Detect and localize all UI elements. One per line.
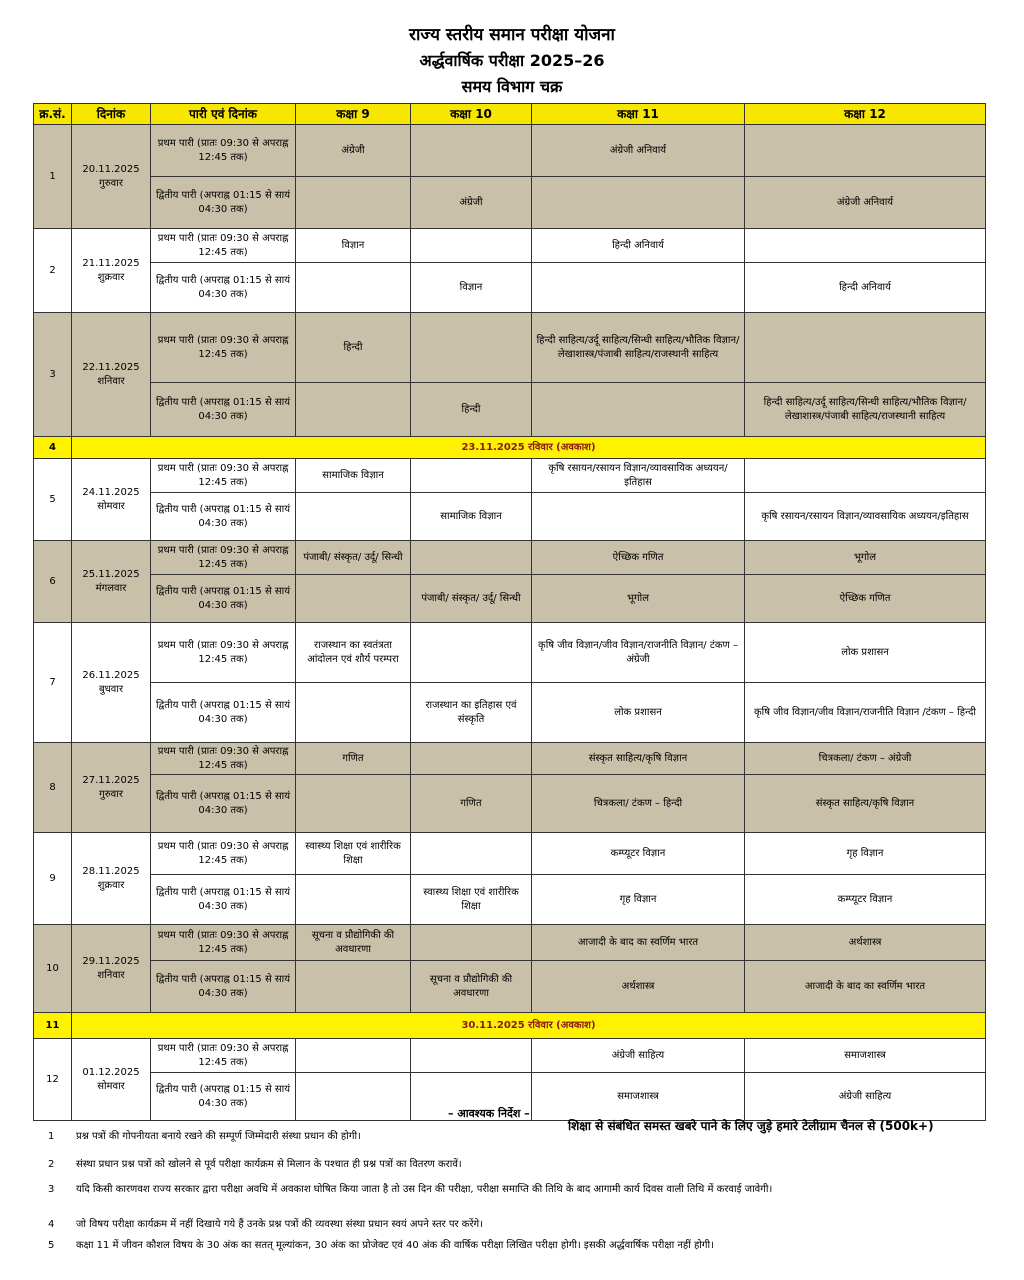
subject-cell: कृषि जीव विज्ञान/जीव विज्ञान/राजनीति विज्ञान /टंकण – हिन्दी [745,683,986,743]
first-shift-label: प्रथम पारी (प्रातः 09:30 से अपराह्न 12:45 तक) [151,459,296,493]
first-shift-label: प्रथम पारी (प्रातः 09:30 से अपराह्न 12:45 तक) [151,1039,296,1073]
subject-cell [296,1073,411,1121]
subject-cell [411,125,532,177]
second-shift-label: द्वितीय पारी (अपराह्न 01:15 से सायं 04:30 तक) [151,775,296,833]
table-row [34,875,986,925]
subject-cell: अंग्रेजी साहित्य [745,1073,986,1121]
subject-cell [296,875,411,925]
exam-day: सोमवार [97,500,125,512]
first-shift-label: प्रथम पारी (प्रातः 09:30 से अपराह्न 12:45 तक) [151,313,296,383]
serial-number: 1 [34,125,72,229]
exam-date: 26.11.2025 [82,669,140,681]
first-shift-label: प्रथम पारी (प्रातः 09:30 से अपराह्न 12:45 तक) [151,541,296,575]
subject-cell: कृषि रसायन/रसायन विज्ञान/व्यावसायिक अध्ययन/इतिहास [745,493,986,541]
subject-cell [296,493,411,541]
subject-cell [411,1039,532,1073]
table-row [34,313,986,383]
subject-cell: अंग्रेजी [296,125,411,177]
subject-cell: गणित [296,743,411,775]
second-shift-label: द्वितीय पारी (अपराह्न 01:15 से सायं 04:30 तक) [151,575,296,623]
table-row [34,1039,986,1073]
subject-cell: संस्कृत साहित्य/कृषि विज्ञान [532,743,745,775]
holiday-row [34,1013,986,1039]
scheme-title: राज्य स्तरीय समान परीक्षा योजना [409,25,615,45]
date-cell [72,313,151,437]
subject-cell: हिन्दी साहित्य/उर्दू साहित्य/सिन्धी साहित्य/भौतिक विज्ञान/लेखाशास्त्र/पंजाबी साहित्य/राजस्थानी साहित्य [745,383,986,437]
subject-cell [745,313,986,383]
serial-number: 6 [34,541,72,623]
subject-cell: स्वास्थ्य शिक्षा एवं शारीरिक शिक्षा [296,833,411,875]
subject-cell: भूगोल [745,541,986,575]
notes-title: – आवश्यक निर्देश – [448,1107,530,1120]
subject-cell [532,493,745,541]
subject-cell: ऐच्छिक गणित [532,541,745,575]
subject-cell [296,683,411,743]
date-cell [72,459,151,541]
subject-cell [411,459,532,493]
subject-cell: अंग्रेजी अनिवार्य [532,125,745,177]
exam-day: शनिवार [97,375,125,387]
second-shift-label: द्वितीय पारी (अपराह्न 01:15 से सायं 04:30 तक) [151,1073,296,1121]
table-row [34,541,986,575]
first-shift-label: प्रथम पारी (प्रातः 09:30 से अपराह्न 12:45 तक) [151,623,296,683]
subject-cell [296,263,411,313]
subject-cell [296,177,411,229]
serial-number: 11 [34,1013,72,1039]
subject-cell: गृह विज्ञान [532,875,745,925]
subject-cell: समाजशास्त्र [532,1073,745,1121]
note-item: 1 प्रश्न पत्रों की गोपनीयता बनाये रखने की सम्पूर्ण जिम्मेदारी संस्था प्रधान की होगी। [48,1131,361,1142]
table-row [34,229,986,263]
exam-date: 24.11.2025 [82,486,140,498]
timetable-title: समय विभाग चक्र [461,77,563,96]
subject-cell [411,925,532,961]
exam-date: 01.12.2025 [82,1066,140,1078]
date-cell [72,1039,151,1121]
exam-date: 25.11.2025 [82,568,140,580]
holiday-label: 23.11.2025 रविवार (अवकाश) [72,437,986,459]
subject-cell [745,229,986,263]
subject-cell [296,961,411,1013]
first-shift-label: प्रथम पारी (प्रातः 09:30 से अपराह्न 12:45 तक) [151,229,296,263]
document-header [0,22,1024,100]
date-cell [72,229,151,313]
serial-number: 10 [34,925,72,1013]
exam-date: 29.11.2025 [82,955,140,967]
subject-cell: अंग्रेजी अनिवार्य [745,177,986,229]
subject-cell [532,263,745,313]
subject-cell: अंग्रेजी साहित्य [532,1039,745,1073]
subject-cell [411,623,532,683]
date-cell [72,743,151,833]
serial-number: 12 [34,1039,72,1121]
subject-cell [745,459,986,493]
second-shift-label: द्वितीय पारी (अपराह्न 01:15 से सायं 04:30 तक) [151,875,296,925]
subject-cell [296,1039,411,1073]
subject-cell [411,229,532,263]
first-shift-label: प्रथम पारी (प्रातः 09:30 से अपराह्न 12:45 तक) [151,833,296,875]
subject-cell: आजादी के बाद का स्वर्णिम भारत [745,961,986,1013]
subject-cell: कृषि रसायन/रसायन विज्ञान/व्यावसायिक अध्ययन/इतिहास [532,459,745,493]
exam-day: सोमवार [97,1080,125,1092]
subject-cell: कृषि जीव विज्ञान/जीव विज्ञान/राजनीति विज्ञान/ टंकण – अंग्रेजी [532,623,745,683]
second-shift-label: द्वितीय पारी (अपराह्न 01:15 से सायं 04:30 तक) [151,177,296,229]
second-shift-label: द्वितीय पारी (अपराह्न 01:15 से सायं 04:30 तक) [151,961,296,1013]
exam-day: शुक्रवार [97,271,125,283]
telegram-banner: शिक्षा से संबंधित समस्त खबरे पाने के लिए जुड़े हमारे टेलीग्राम चैनल से (500k+) [568,1119,934,1133]
second-shift-label: द्वितीय पारी (अपराह्न 01:15 से सायं 04:30 तक) [151,383,296,437]
exam-day: गुरुवार [99,788,123,800]
serial-number: 3 [34,313,72,437]
timetable [33,103,986,1121]
subject-cell: राजस्थान का स्वतंत्रता आंदोलन एवं शौर्य परम्परा [296,623,411,683]
subject-cell [411,541,532,575]
note-item: 3 यदि किसी कारणवश राज्य सरकार द्वारा परीक्षा अवधि में अवकाश घोषित किया जाता है तो उस दिन की परीक्षा, परीक्षा समाप्ति की तिथि के बाद आगामी कार्य दिवस वाली तिथि में करवाई जावेगी। [48,1184,773,1195]
col-class12: कक्षा 12 [745,104,986,125]
subject-cell: लोक प्रशासन [532,683,745,743]
table-row [34,623,986,683]
first-shift-label: प्रथम पारी (प्रातः 09:30 से अपराह्न 12:45 तक) [151,125,296,177]
exam-day: मंगलवार [95,582,127,594]
note-item: 2 संस्था प्रधान प्रश्न पत्रों को खोलने से पूर्व परीक्षा कार्यक्रम से मिलान के पश्चात ही प्रश्न पत्रों का वितरण करावें। [48,1159,462,1170]
table-row [34,683,986,743]
subject-cell: गणित [411,775,532,833]
subject-cell: लोक प्रशासन [745,623,986,683]
date-cell [72,125,151,229]
table-row [34,383,986,437]
subject-cell: चित्रकला/ टंकण – अंग्रेजी [745,743,986,775]
subject-cell: सामाजिक विज्ञान [296,459,411,493]
serial-number: 2 [34,229,72,313]
exam-day: शुक्रवार [97,879,125,891]
exam-date: 28.11.2025 [82,865,140,877]
col-sn: क्र.सं. [34,104,72,125]
subject-cell: चित्रकला/ टंकण – हिन्दी [532,775,745,833]
holiday-label: 30.11.2025 रविवार (अवकाश) [72,1013,986,1039]
col-class11: कक्षा 11 [532,104,745,125]
subject-cell: हिन्दी साहित्य/उर्दू साहित्य/सिन्धी साहित्य/भौतिक विज्ञान/लेखाशास्त्र/पंजाबी साहित्य/राजस्थानी साहित्य [532,313,745,383]
subject-cell: संस्कृत साहित्य/कृषि विज्ञान [745,775,986,833]
table-row [34,263,986,313]
table-row [34,125,986,177]
exam-day: शनिवार [97,969,125,981]
subject-cell: स्वास्थ्य शिक्षा एवं शारीरिक शिक्षा [411,875,532,925]
serial-number: 7 [34,623,72,743]
exam-date: 20.11.2025 [82,163,140,175]
subject-cell: कम्प्यूटर विज्ञान [745,875,986,925]
subject-cell: हिन्दी [296,313,411,383]
exam-day: बुधवार [98,683,124,695]
subject-cell: अंग्रेजी [411,177,532,229]
table-row [34,459,986,493]
table-row [34,177,986,229]
subject-cell: पंजाबी/ संस्कृत/ उर्दू/ सिन्धी [411,575,532,623]
first-shift-label: प्रथम पारी (प्रातः 09:30 से अपराह्न 12:45 तक) [151,743,296,775]
table-row [34,833,986,875]
subject-cell: हिन्दी अनिवार्य [745,263,986,313]
subject-cell: हिन्दी अनिवार्य [532,229,745,263]
exam-date: 21.11.2025 [82,257,140,269]
subject-cell [296,775,411,833]
serial-number: 8 [34,743,72,833]
subject-cell [411,833,532,875]
subject-cell: आजादी के बाद का स्वर्णिम भारत [532,925,745,961]
date-cell [72,623,151,743]
col-class9: कक्षा 9 [296,104,411,125]
note-item: 5 कक्षा 11 में जीवन कौशल विषय के 30 अंक का सतत् मूल्यांकन, 30 अंक का प्रोजेक्ट एवं 40 अंक की वार्षिक परीक्षा लिखित परीक्षा होगी। इसकी अर्द्धवार्षिक परीक्षा नहीं होगी। [48,1240,714,1251]
table-row [34,575,986,623]
subject-cell: अर्थशास्त्र [745,925,986,961]
subject-cell: सूचना व प्रौद्योगिकी की अवधारणा [411,961,532,1013]
subject-cell: विज्ञान [296,229,411,263]
subject-cell [745,125,986,177]
subject-cell [296,575,411,623]
subject-cell [532,383,745,437]
subject-cell: हिन्दी [411,383,532,437]
subject-cell [532,177,745,229]
subject-cell: गृह विज्ञान [745,833,986,875]
col-date: दिनांक [72,104,151,125]
table-row [34,925,986,961]
table-row [34,775,986,833]
table-row [34,743,986,775]
exam-day: गुरुवार [99,177,123,189]
subject-cell: सामाजिक विज्ञान [411,493,532,541]
second-shift-label: द्वितीय पारी (अपराह्न 01:15 से सायं 04:30 तक) [151,263,296,313]
subject-cell: कम्प्यूटर विज्ञान [532,833,745,875]
subject-cell: पंजाबी/ संस्कृत/ उर्दू/ सिन्धी [296,541,411,575]
col-shift: पारी एवं दिनांक [151,104,296,125]
date-cell [72,925,151,1013]
subject-cell [411,743,532,775]
table-row [34,493,986,541]
subject-cell: भूगोल [532,575,745,623]
exam-title: अर्द्धवार्षिक परीक्षा 2025–26 [419,51,605,70]
subject-cell [411,313,532,383]
subject-cell: ऐच्छिक गणित [745,575,986,623]
second-shift-label: द्वितीय पारी (अपराह्न 01:15 से सायं 04:30 तक) [151,493,296,541]
exam-date: 22.11.2025 [82,361,140,373]
note-item: 4 जो विषय परीक्षा कार्यक्रम में नहीं दिखाये गये हैं उनके प्रश्न पत्रों की व्यवस्था संस्था प्रधान स्वयं अपने स्तर पर करेंगे। [48,1219,483,1230]
subject-cell [296,383,411,437]
subject-cell: समाजशास्त्र [745,1039,986,1073]
subject-cell: सूचना व प्रौद्योगिकी की अवधारणा [296,925,411,961]
first-shift-label: प्रथम पारी (प्रातः 09:30 से अपराह्न 12:45 तक) [151,925,296,961]
subject-cell: अर्थशास्त्र [532,961,745,1013]
table-row [34,961,986,1013]
col-class10: कक्षा 10 [411,104,532,125]
serial-number: 4 [34,437,72,459]
subject-cell: राजस्थान का इतिहास एवं संस्कृति [411,683,532,743]
subject-cell: विज्ञान [411,263,532,313]
exam-date: 27.11.2025 [82,774,140,786]
header-row [34,104,986,125]
date-cell [72,541,151,623]
date-cell [72,833,151,925]
serial-number: 5 [34,459,72,541]
holiday-row [34,437,986,459]
serial-number: 9 [34,833,72,925]
second-shift-label: द्वितीय पारी (अपराह्न 01:15 से सायं 04:30 तक) [151,683,296,743]
